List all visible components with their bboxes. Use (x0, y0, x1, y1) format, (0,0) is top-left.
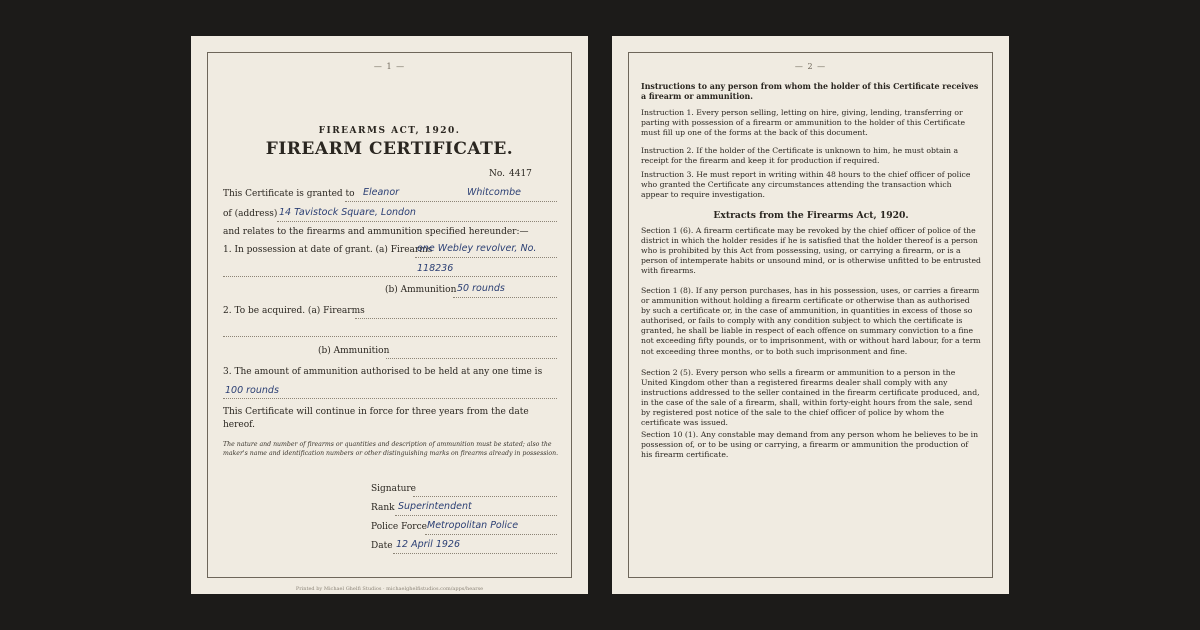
possession-firearms-line (415, 257, 557, 258)
possession-ammunition-line (453, 297, 557, 298)
date-value: 12 April 1926 (396, 539, 461, 550)
printer-footer: Printed by Michael Ghelfi Studios · michaelghelfistudios.com/apps/hearse (295, 586, 484, 592)
page-number: — 1 — (373, 62, 406, 71)
possession-label: 1. In possession at date of grant. (a) Firearms (223, 245, 433, 255)
signature-line (413, 496, 557, 497)
possession-ammunition-label: (b) Ammunition (385, 285, 457, 295)
acquire-firearms-line (355, 318, 557, 319)
holder-name-line (345, 201, 557, 202)
force-value: Metropolitan Police (427, 520, 519, 531)
holder-address: 14 Tavistock Square, London (279, 207, 416, 218)
date-label: Date (371, 541, 393, 551)
page-number: — 2 — (794, 62, 827, 71)
section-1-6: Section 1 (6). A firearm certificate may be revoked by the chief officer of police of the district in which the holder resides if he is satisfied that the holder thereof is a person who is prohibited by this Act from possessing, using, or carrying a firearm, or is a person of intemperate habits or unsound mind, or is otherwise unfitted to be entrusted with firearms. (641, 226, 981, 276)
signature-label: Signature (371, 484, 417, 494)
act-heading: FIREARMS ACT, 1920. (318, 126, 461, 136)
number-label: No. (489, 169, 505, 179)
amount-value: 100 rounds (225, 385, 279, 396)
holder-first-name: Eleanor (363, 187, 400, 198)
possession-firearms-value: one Webley revolver, No. (417, 243, 537, 254)
force-label: Police Force (371, 522, 427, 532)
continue-text-2: hereof. (223, 420, 256, 430)
possession-firearms-line-2 (223, 276, 557, 277)
force-line (425, 534, 557, 535)
instruction-3: Instruction 3. He must report in writing within 48 hours to the chief officer of police who granted the Certificate any circumstances attending the transaction which appear to require investigation. (641, 170, 971, 200)
acquire-label: 2. To be acquired. (a) Firearms (223, 306, 365, 316)
extracts-title: Extracts from the Firearms Act, 1920. (713, 210, 909, 221)
rank-value: Superintendent (398, 501, 472, 512)
certificate-page-1 (191, 36, 588, 594)
continue-text-1: This Certificate will continue in force for three years from the date (223, 407, 529, 417)
certificate-title: FIREARM CERTIFICATE. (265, 139, 514, 159)
certificate-page-2 (612, 36, 1009, 594)
section-10-1: Section 10 (1). Any constable may demand from any person whom he believes to be in possession of, or to be using or carrying, a firearm or ammunition the production of his firearm certificate. (641, 430, 979, 460)
section-1-8: Section 1 (8). If any person purchases, has in his possession, uses, or carries a firearm or ammunition without holding a firearm certificate or otherwise than as authorised by such a certificate or, in the case of ammunition, in quantities in excess of those so authorised, or fails to comply with any condition subject to which the certificate is granted, he shall be liable in respect of each offence on summary conviction to a fine not exceeding fifty pounds, or to imprisonment, with or without hard labour, for a term not exceeding three months, or to both such imprisonment and fine. (641, 286, 981, 356)
instructions-heading: Instructions to any person from whom the holder of this Certificate receives a firearm or ammunition. (641, 82, 979, 102)
acquire-ammunition-label: (b) Ammunition (318, 346, 390, 356)
address-label: of (address) (223, 209, 278, 219)
acquire-ammunition-line (386, 358, 557, 359)
certificate-number: 4417 (509, 169, 532, 179)
section-2-5: Section 2 (5). Every person who sells a firearm or ammunition to a person in the United Kingdom other than a registered firearms dealer shall comply with any instructions addressed to the seller contained in the firearm certificate produced, and, in the case of the sale of a firearm, shall, within forty-eight hours from the sale, send by registered post notice of the sale to the chief officer of police by whom the certificate was issued. (641, 368, 980, 428)
amount-label: 3. The amount of ammunition authorised to be held at any one time is (223, 367, 543, 377)
rank-label: Rank (371, 503, 395, 513)
date-line (393, 553, 557, 554)
holder-last-name: Whitcombe (467, 187, 521, 198)
acquire-firearms-line-2 (223, 336, 557, 337)
possession-ammunition-value: 50 rounds (457, 283, 505, 294)
amount-line (223, 398, 557, 399)
granted-label: This Certificate is granted to (223, 189, 355, 199)
relates-text: and relates to the firearms and ammunition specified hereunder:— (223, 227, 529, 237)
certificate-note: The nature and number of firearms or quantities and description of ammunition must be stated; also the maker's name and identification numbers or other distinguishing marks on firearms already in possession. (223, 441, 559, 457)
rank-line (395, 515, 557, 516)
instruction-2: Instruction 2. If the holder of the Certificate is unknown to him, he must obtain a receipt for the firearm and keep it for production if required. (641, 146, 959, 166)
instruction-1: Instruction 1. Every person selling, letting on hire, giving, lending, transferring or parting with possession of a firearm or ammunition to the holder of this Certificate must fill up one of the forms at the back of this document. (641, 108, 965, 138)
possession-firearms-serial: 118236 (417, 263, 454, 274)
address-line (277, 221, 557, 222)
